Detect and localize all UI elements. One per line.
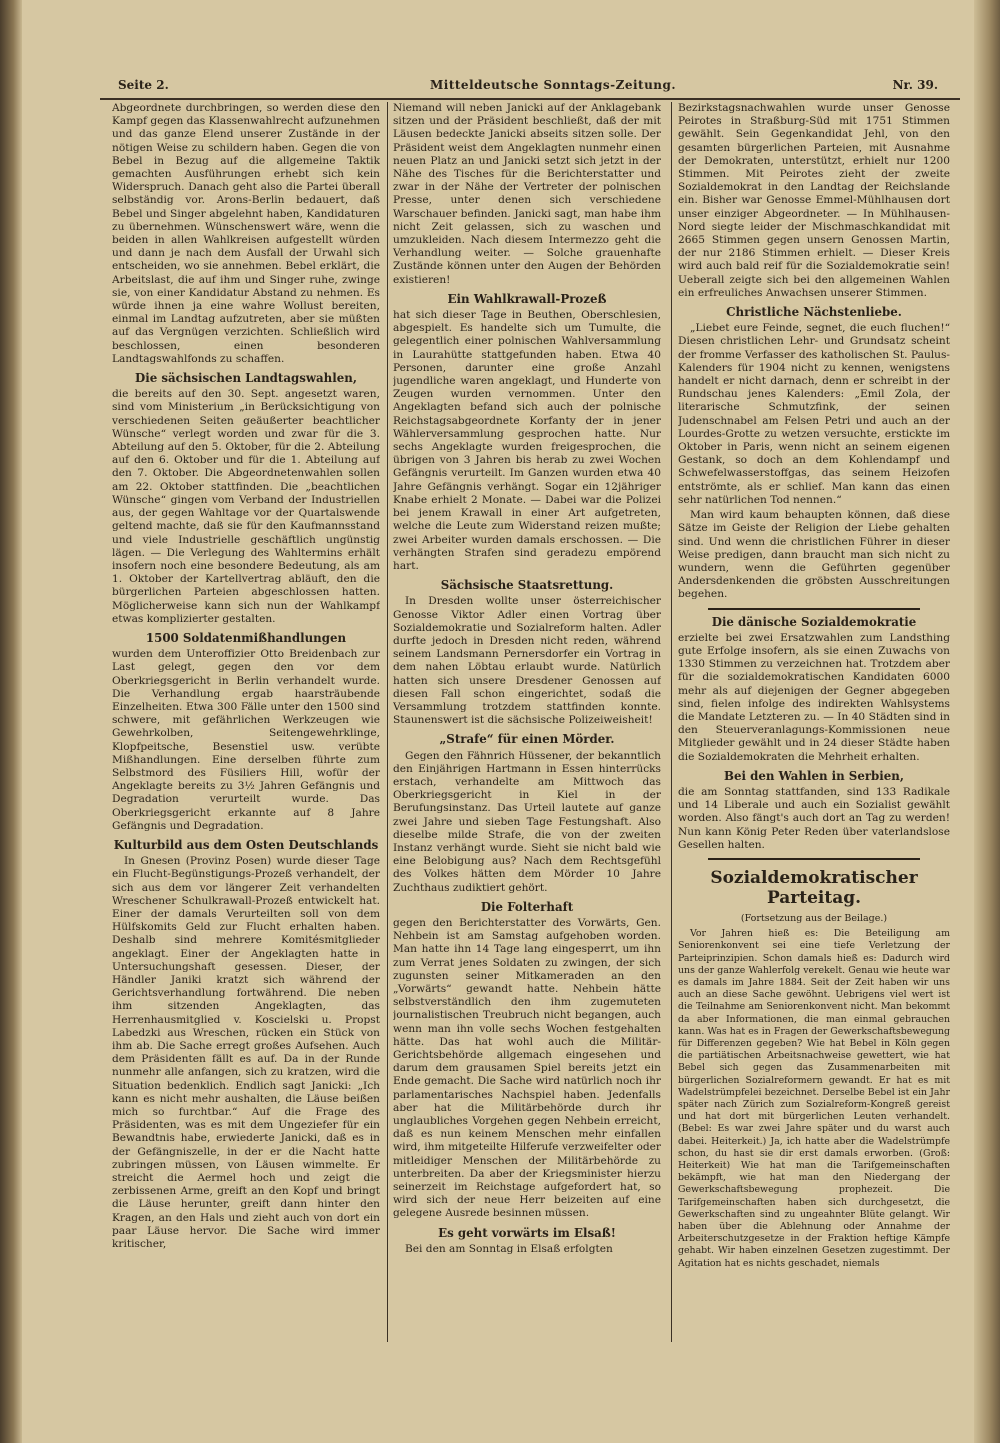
article-paragraph: „Liebet eure Feinde, segnet, die euch fluchen!“ Diesen christlichen Lehr- und Grundsatz scheint der fromme Verfasser des katholischen St. Paulus-Kalenders für 1904 nicht zu kennen, wenigstens handelt er nicht darnach, denn er schreibt in der Rundschau jenes Kalenders: „Emil Zola, der literarische Schmutzfink, der seinen Judenschnabel am Felsen Petri und auch an der Lourdes-Grotte zu wetzen versuchte, erstickte im Oktober in Paris, wenn nicht an seinem eigenen Gestank, so doch an dem Kohlendampf und Schwefelwasserstoffgas, das seinem Heizofen entströmte, als er schlief. Man kann das einen sehr natürlichen Tod nennen.“ bbox=[678, 322, 950, 506]
article-headline: Ein Wahlkrawall-Prozeß bbox=[447, 291, 607, 306]
article-paragraph: hat sich dieser Tage in Beuthen, Oberschlesien, abgespielt. Es handelte sich um Tumulte, die gelegentlich einer polnischen Wahlversammlung in Laurahütte stattgefunden haben. Etwa 40 Personen, darunter eine große Anzahl jugendliche waren angeklagt, und Hunderte von Zeugen wurden vernommen. Unter den Angeklagten befand sich auch der polnische Reichstagsabgeordnete Korfanty der in jener Wählerversammlung gesprochen hatte. Nur sechs Angeklagte wurden freigesprochen, die übrigen von 3 Jahren bis herab zu zwei Wochen Gefängnis verurteilt. Im Ganzen wurden etwa 40 Jahre Gefängnis verhängt. Sogar ein 12jähriger Knabe erhielt 2 Monate. — Dabei war die Polizei bei jenem Krawall in einer Art aufgetreten, welche die Leute zum Widerstand reizen mußte; zwei Arbeiter wurden damals erschossen. — Die verhängten Strafen sind geradezu empörend hart. bbox=[393, 309, 661, 572]
page-number: Seite 2. bbox=[118, 78, 169, 92]
continuation-note: (Fortsetzung aus der Beilage.) bbox=[740, 912, 888, 924]
article-headline: Bei den Wahlen in Serbien, bbox=[724, 768, 904, 783]
article-paragraph: gegen den Berichterstatter des Vorwärts, Gen. Nehbein ist am Samstag aufgehoben worden. Man hatte ihn 14 Tage lang eingesperrt, um ihn zum Verrat jenes Soldaten zu zwingen, der sich zugunsten seiner Mitkameraden an den „Vorwärts“ gewandt hatte. Nehbein hätte selbstverständlich den ihm zugemuteten journalistischen Treubruch nicht begangen, auch wenn man ihn volle sechs Wochen festgehalten hätte. Das hat wohl auch die Militär-Gerichtsbehörde allgemach eingesehen und darum dem grausamen Spiel bereits jetzt ein Ende gemacht. Die Sache wird natürlich noch ihr parlamentarisches Nachspiel haben. Jedenfalls aber hat die Militärbehörde durch ihr unglaubliches Vorgehen gegen Nehbein erreicht, daß es nun keinem Menschen mehr einfallen wird, ihm mitgeteilte Hilferufe verzweifelter oder mitleidiger Menschen der Militärbehörde zu unterbreiten. Da aber der Kriegsminister hierzu seinerzeit im Reichstage aufgefordert hat, so wird sich der neue Herr beizeiten auf eine gelegene Ausrede besinnen müssen. bbox=[393, 916, 661, 1220]
article-paragraph: Vor Jahren hieß es: Die Beteiligung am Seniorenkonvent sei eine tiefe Verletzung der Parteiprinzipien. Schon damals hieß es: Dadurch wird uns der ganze Wahlerfolg verekelt. Genau wie heute war es damals im Jahre 1884. Seit der Zeit haben wir uns auch an diese Sache gewöhnt. Uebrigens viel wert ist die Teilnahme am Seniorenkonvent nicht. Man bekommt da aber Informationen, die man einmal gebrauchen kann. Was hat es in Fragen der Gewerkschaftsbewegung für Differenzen gegeben? Wie hat Bebel in Köln gegen die partiätischen Arbeitsnachweise gewettert, wie hat Bebel sich gegen das Zusammenarbeiten mit bürgerlichen Sozialreformern gewandt. Er hat es mit Wadelstrümpfelei bezeichnet. Derselbe Bebel ist ein Jahr später nach Zürich zum Sozialreform-Kongreß gereist und hat dort mit bürgerlichen Leuten verhandelt. (Bebel: Es war zwei Jahre später und du warst auch dabei. Heiterkeit.) Ja, ich hatte aber die Wadelstrümpfe schon, du hast sie dir erst damals erworben. (Groß: Heiterkeit) Wie hat man die Tarifgemeinschaften bekämpft, wie hat man den Niedergang der Gewerkschaftsbewegung prophezeit. Die Tarifgemeinschaften haben sich durchgesetzt, die Gewerkschaften sind zu ungeahnter Blüte gelangt. Wir haben über die Ablehnung oder Annahme der Arbeiterschutzgesetze in der Fraktion heftige Kämpfe gehabt. Wir haben einzelnen Gesetzen zugestimmt. Der Agitation hat es nichts geschadet, niemals bbox=[678, 928, 950, 1269]
article-headline: Christliche Nächstenliebe. bbox=[726, 305, 902, 320]
column-rule bbox=[671, 102, 672, 1342]
article-paragraph: Abgeordnete durchbringen, so werden diese den Kampf gegen das Klassenwahlrecht aufzunehmen und das ganze Elend unserer Zustände in der nötigen Weise zu schildern haben. Gegen die von Bebel in Bezug auf die allgemeine Taktik gemachten Ausführungen erhebt sich kein Widerspruch. Danach geht also die Partei überall selbständig vor. Arons-Berlin bedauert, daß Bebel und Singer abgelehnt haben, Kandidaturen zu übernehmen. Wünschenswert wäre, wenn die beiden in allen Wahlkreisen aufgestellt würden und dann je nach dem Ausfall der Urwahl sich entscheiden, wo sie annehmen. Bebel erklärt, die Arbeitslast, die auf ihm und Singer ruhe, zwinge sie, von einer Kandidatur Abstand zu nehmen. Es würde ihnen ja eine wahre Wollust bereiten, einmal im Landtag aufzutreten, aber sie müßten auf das Vergnügen verzichten. Schließlich wird beschlossen, einen besonderen Landtagswahlfonds zu schaffen. bbox=[112, 102, 380, 365]
section-divider bbox=[708, 858, 920, 860]
column-rule bbox=[387, 102, 388, 1342]
issue-number: Nr. 39. bbox=[892, 78, 938, 92]
article-paragraph: Bezirkstagsnachwahlen wurde unser Genosse Peirotes in Straßburg-Süd mit 1751 Stimmen gewählt. Sein Gegenkandidat Jehl, von den gesamten bürgerlichen Parteien, mit Ausnahme der Demokraten, unterstützt, erhielt nur 1200 Stimmen. Mit Peirotes zieht der zweite Sozialdemokrat in den Landtag der Reichslande ein. Bisher war Genosse Emmel-Mühlhausen dort unser einziger Abgeordneter. — In Mühlhausen-Nord siegte leider der Mischmaschkandidat mit 2665 Stimmen gegen unsern Genossen Martin, der nur 2186 Stimmen erhielt. — Dieser Kreis wird auch bald reif für die Sozialdemokratie sein! Ueberall zeigte sich bei den allgemeinen Wahlen ein erfreuliches Anwachsen unserer Stimmen. bbox=[678, 102, 950, 299]
article-paragraph: Niemand will neben Janicki auf der Anklagebank sitzen und der Präsident beschließt, daß der mit Läusen bedeckte Janicki abseits sitzen solle. Der Präsident weist dem Angeklagten nunmehr einen neuen Platz an und Janicki setzt sich jetzt in der Nähe des Tisches für die Berichterstatter und zwar in der Nähe der Vertreter der polnischen Presse, unter denen sich verschiedene Warschauer befinden. Janicki sagt, man habe ihm nicht Zeit gelassen, sich zu waschen und umzukleiden. Nach diesem Intermezzo geht die Verhandlung weiter. — Solche grauenhafte Zustände können unter den Augen der Behörden existieren! bbox=[393, 102, 661, 286]
article-headline: Die Folterhaft bbox=[480, 899, 574, 914]
article-paragraph: erzielte bei zwei Ersatzwahlen zum Landsthing gute Erfolge insofern, als sie einen Zuwachs von 1330 Stimmen zu verzeichnen hat. Trotzdem aber für die sozialdemokratischen Kandidaten 6000 mehr als auf diejenigen der Gegner abgegeben sind, fielen infolge des indirekten Wahlsystems die Mandate Letzteren zu. — In 40 Städten sind in den Steuerveranlagungs-Kommissionen neue Mitglieder gewählt und in 24 dieser Städte haben die Sozialdemokraten die Mehrheit erhalten. bbox=[678, 631, 950, 763]
page-header bbox=[100, 76, 960, 100]
article-headline: 1500 Soldatenmißhandlungen bbox=[145, 630, 347, 645]
column-3 bbox=[678, 102, 950, 1342]
article-paragraph: wurden dem Unteroffizier Otto Breidenbach zur Last gelegt, gegen den vor dem Oberkriegsgericht in Berlin verhandelt wurde. Die Verhandlung ergab haarsträubende Einzelheiten. Etwa 300 Fälle unter den 1500 sind schwere, mit gefährlichen Werkzeugen wie Gewehrkolben, Seitengewehrklinge, Klopfpeitsche, Besenstiel usw. verübte Mißhandlungen. Eine derselben führte zum Selbstmord des Füsiliers Hill, wofür der Angeklagte bereits zu 3½ Jahren Gefängnis und Degradation verurteilt wurde. Das Oberkriegsgericht erkannte auf 8 Jahre Gefängnis und Degradation. bbox=[112, 648, 380, 832]
newspaper-title: Mitteldeutsche Sonntags-Zeitung. bbox=[430, 78, 677, 92]
article-headline: Kulturbild aus dem Osten Deutschlands bbox=[113, 837, 379, 852]
article-headline: „Strafe“ für einen Mörder. bbox=[439, 732, 615, 747]
book-binding bbox=[0, 0, 22, 1443]
article-headline: Die dänische Sozialdemokratie bbox=[711, 614, 917, 629]
article-headline: Die sächsischen Landtagswahlen, bbox=[135, 371, 357, 386]
article-paragraph: Gegen den Fähnrich Hüssener, der bekanntlich den Einjährigen Hartmann in Essen hinterrücks erstach, verhandelte am Mittwoch das Oberkriegsgericht in Kiel in der Berufungsinstanz. Das Urteil lautete auf ganze zwei Jahre und sieben Tage Festungshaft. Also dieselbe milde Strafe, die von der zweiten Instanz verhängt wurde. Sieht sie nicht bald wie eine Belobigung aus? Nach dem Rechtsgefühl des Volkes hätten dem Mörder 10 Jahre Zuchthaus zudiktiert gehört. bbox=[393, 749, 661, 894]
article-paragraph: In Dresden wollte unser österreichischer Genosse Viktor Adler einen Vortrag über Sozialdemokratie und Sozialreform halten. Adler durfte jedoch in Dresden nicht reden, während seinem Landsmann Pernersdorfer ein Vortrag in dem nahen Löbtau erlaubt wurde. Natürlich hatten sich unsere Dresdener Genossen auf diesen Fall schon eingerichtet, sodaß die Versammlung trotzdem stattfinden konnte. Staunenswert ist die sächsische Polizeiweisheit! bbox=[393, 595, 661, 727]
section-divider bbox=[708, 608, 920, 610]
column-1 bbox=[112, 102, 380, 1342]
article-paragraph: die am Sonntag stattfanden, sind 133 Radikale und 14 Liberale und auch ein Sozialist gewählt worden. Also fängt's auch dort an Tag zu werden! Nun kann König Peter Reden über vaterlandslose Gesellen halten. bbox=[678, 785, 950, 851]
article-headline: Es geht vorwärts im Elsaß! bbox=[438, 1225, 616, 1240]
article-paragraph: Bei den am Sonntag in Elsaß erfolgten bbox=[405, 1242, 613, 1255]
section-title: Sozialdemokratischer Parteitag. bbox=[710, 867, 918, 908]
article-headline: Sächsische Staatsrettung. bbox=[440, 578, 614, 593]
page-edge bbox=[974, 0, 1000, 1443]
article-paragraph: die bereits auf den 30. Sept. angesetzt waren, sind vom Ministerium „in Berücksichtigung von verschiedenen Seiten geäußerter beachtlicher Wünsche“ verlegt worden und zwar für die 3. Abteilung auf den 5. Oktober, für die 2. Abteilung auf den 6. Oktober und für die 1. Abteilung auf den 7. Oktober. Die Abgeordnetenwahlen sollen am 22. Oktober stattfinden. Die „beachtlichen Wünsche“ gingen vom Verband der Industriellen aus, der gegen Wahltage vor der Quartalswende geltend machte, daß sie für den Kaufmannsstand und viele Industrielle geschäftlich ungünstig lägen. — Die Verlegung des Wahltermins erhält insofern noch eine besondere Bedeutung, als am 1. Oktober der Kartellvertrag abläuft, den die bürgerlichen Parteien abgeschlossen hatten. Möglicherweise kann sich nun der Wahlkampf etwas komplizierter gestalten. bbox=[112, 388, 380, 625]
article-paragraph: In Gnesen (Provinz Posen) wurde dieser Tage ein Flucht-Begünstigungs-Prozeß verhandelt, der sich aus dem vor längerer Zeit verhandelten Wreschener Schulkrawall-Prozeß entwickelt hat. Einer der damals Verurteilten soll von dem Hülfskomits Geld zur Flucht erhalten haben. Deshalb sind mehrere Komitésmitglieder angeklagt. Einer der Angeklagten hatte in Untersuchungshaft gesessen. Dieser, der Händler Janiki kratzt sich während der Gerichtsverhandlung fortwährend. Die neben ihm sitzenden Angeklagten, das Herrenhausmitglied v. Koscielski u. Propst Labedzki aus Wreschen, rücken ein Stück von ihm ab. Die Sache erregt großes Aufsehen. Auch dem Präsidenten fällt es auf. Da in der Runde nunmehr alle anfangen, sich zu kratzen, wird die Situation bedenklich. Endlich sagt Janicki: „Ich kann es nicht mehr aushalten, die Läuse beißen mich so furchtbar.“ Auf die Frage des Präsidenten, was es mit dem Ungeziefer für ein Bewandtnis habe, erwiederte Janicki, daß es in der Gefängniszelle, in der er die Nacht hatte zubringen müssen, von Läusen wimmelte. Er streicht die Aermel hoch und zeigt die zerbissenen Arme, greift an den Kopf und bringt die Läuse herunter, greift dann hinter den Kragen, an den Hals und zieht auch von dort ein paar Läuse hervor. Die Sache wird immer kritischer, bbox=[112, 855, 380, 1251]
article-paragraph: Man wird kaum behaupten können, daß diese Sätze im Geiste der Religion der Liebe gehalten sind. Und wenn die christlichen Führer in dieser Weise predigen, dann braucht man sich nicht zu wundern, wenn die Geführten gegenüber Andersdenkenden die gröbsten Ausschreitungen begehen. bbox=[678, 509, 950, 601]
column-2 bbox=[393, 102, 661, 1342]
